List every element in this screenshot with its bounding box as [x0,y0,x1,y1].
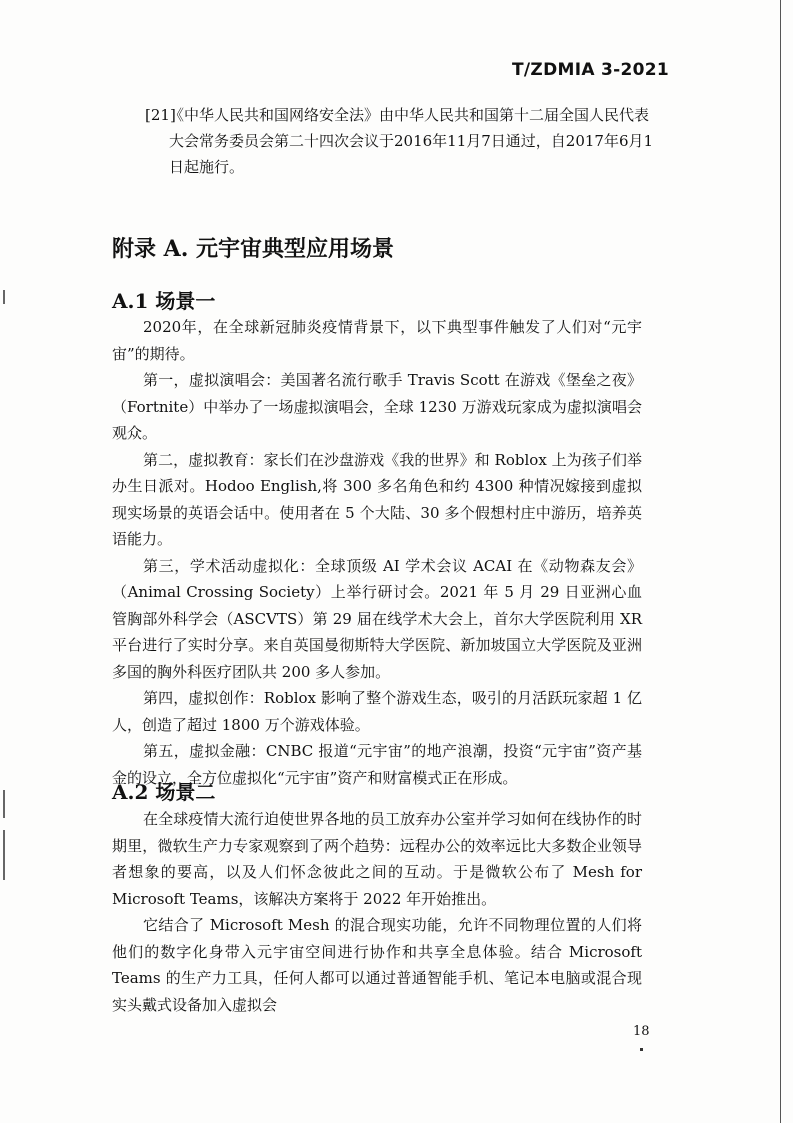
paragraph: 第四，虚拟创作：Roblox 影响了整个游戏生态，吸引的月活跃玩家超 1 亿人，创造了超过 1800 万个游戏体验。 [112,689,642,734]
paragraph: 在全球疫情大流行迫使世界各地的员工放弃办公室并学习如何在线协作的时期里，微软生产力专家观察到了两个趋势：远程办公的效率远比大多数企业领导者想象的要高，以及人们怀念彼此之间的互动。于是微软公布了 Mesh for Microsoft Teams，该解决方案将于 2022 年开始推出。 [112,810,642,908]
scan-mark [640,1048,643,1051]
scan-mark [3,830,5,880]
page-number: 18 [633,1024,650,1039]
section-a1-body [112,314,642,791]
paragraph: 第二，虚拟教育：家长们在沙盘游戏《我的世界》和 Roblox 上为孩子们举办生日派对。Hodoo English,将 300 多名角色和约 4300 种情况嫁接到虚拟现实场景的英语会话中。使用者在 5 个大陆、30 多个假想村庄中游历，培养英语能力。 [112,450,642,548]
paragraph: 第一，虚拟演唱会：美国著名流行歌手 Travis Scott 在游戏《堡垒之夜》（Fortnite）中举办了一场虚拟演唱会，全球 1230 万游戏玩家成为虚拟演唱会观众。 [112,371,642,442]
paragraph: 第三，学术活动虚拟化：全球顶级 AI 学术会议 ACAI 在《动物森友会》（Animal Crossing Society）上举行研讨会。2021 年 5 月 29 日亚洲心血管胸部外科学会（ASCVTS）第 29 届在线学术大会上，首尔大学医院利用 XR 平台进行了实时分享。来自英国曼彻斯特大学医院、新加坡国立大学医院及亚洲多国的胸外科医疗团队共 200 多人参加。 [112,556,642,681]
reference-text: 《中华人民共和国网络安全法》由中华人民共和国第十二届全国人民代表大会常务委员会第二十四次会议于2016年11月7日通过，自2017年6月1日起施行。 [169,106,654,176]
section-title-a2: A.2 场景二 [112,780,216,804]
reference-number: [21] [145,106,176,124]
appendix-title: 附录 A. 元宇宙典型应用场景 [112,236,395,262]
section-a2-body [112,806,642,1018]
scan-mark [3,790,5,818]
paragraph: 2020年，在全球新冠肺炎疫情背景下，以下典型事件触发了人们对“元宇宙”的期待。 [112,318,642,363]
document-code: T/ZDMIA 3-2021 [512,60,669,80]
paragraph: 第五，虚拟金融：CNBC 报道“元宇宙”的地产浪潮，投资“元宇宙”资产基金的设立，全方位虚拟化“元宇宙”资产和财富模式正在形成。 [112,742,642,787]
section-title-a1: A.1 场景一 [112,289,216,313]
scan-mark [3,290,5,304]
scan-edge-line [780,0,781,1123]
paragraph: 它结合了 Microsoft Mesh 的混合现实功能，允许不同物理位置的人们将他们的数字化身带入元宇宙空间进行协作和共享全息体验。结合 Microsoft Teams 的生产力工具，任何人都可以通过普通智能手机、笔记本电脑或混合现实头戴式设备加入虚拟会 [112,916,642,1014]
reference-entry [145,102,655,180]
